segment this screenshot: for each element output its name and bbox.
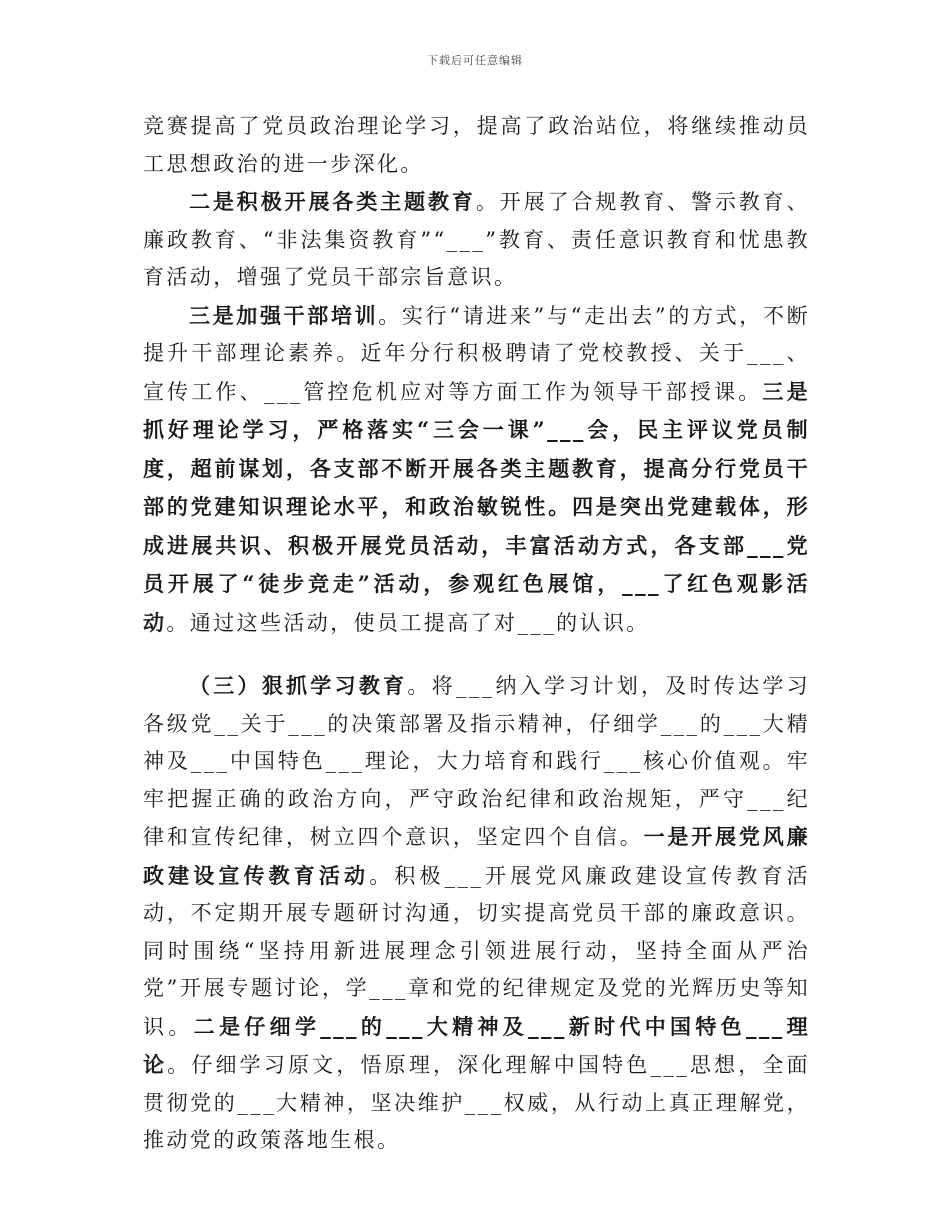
paragraph-heading: 二是积极开展各类主题教育 <box>189 189 476 214</box>
section-heading: （三）狠抓学习教育 <box>189 673 408 698</box>
paragraph-study-education <box>143 667 810 1160</box>
paragraph-text: 。将___纳入学习计划，及时传达学习各级党__关于___的决策部署及指示精神，仔细学___的___大精神及___中国特色___理论，大力培育和践行___核心价值观。牢牢把握正确的政治方向，严守政治纪律和政治规矩，严守___纪律和宣传纪律，树立四个意识，坚定四个自信。 <box>143 674 810 849</box>
document-body <box>143 108 810 1160</box>
paragraph-text: 。积极___开展党风廉政建设宣传教育活动，不定期开展专题研讨沟通，切实提高党员干部的廉政意识。同时围绕“坚持用新进展理念引领进展行动，坚持全面从严治党”开展专题讨论，学___章和党的纪律规定及党的光辉历史等知识。 <box>143 863 810 1039</box>
paragraph-cadre-training <box>143 297 810 643</box>
paragraph-text: 。开展了合规教育、警示教育、廉政教育、“非法集资教育”“___”教育、责任意识教育和忧患教育活动，增强了党员干部宗旨意识。 <box>143 190 810 289</box>
paragraph-bold-text: 三是抓好理论学习，严格落实“三会一课”___会，民主评议党员制度，超前谋划，各支部不断开展各类主题教育，提高分行党员干部的党建知识理论水平，和政治敏锐性。四是突出党建载体，形成进展共识、积极开展党员活动，丰富活动方式，各支部___党员开展了“徒步竞走”活动，参观红色展馆，___了红色观影活动 <box>143 378 810 635</box>
paragraph-text: 竞赛提高了党员政治理论学习，提高了政治站位，将继续推动员工思想政治的进一步深化。 <box>143 114 810 176</box>
paragraph-bold-text: 一是开展党风廉政建设宣传教育活动 <box>143 824 810 888</box>
paragraph-heading: 三是加强干部培训 <box>189 302 379 328</box>
paragraph-bold-text: 二是仔细学___的___大精神及___新时代中国特色___理论 <box>143 1013 810 1077</box>
paragraph-text: 。仔细学习原文，悟原理，深化理解中国特色___思想，全面贯彻党的___大精神，坚决维护___权威，从行动上真正理解党，推动党的政策落地生根。 <box>143 1053 810 1152</box>
paragraph-continuation <box>143 108 810 183</box>
page-header: 下载后可任意编辑 <box>427 54 523 67</box>
paragraph-text: 。通过这些活动，使员工提高了对___的认识。 <box>166 610 650 635</box>
paragraph-gap <box>143 642 810 667</box>
paragraph-theme-education <box>143 183 810 297</box>
paragraph-text: 。实行“请进来”与“走出去”的方式，不断提升干部理论素养。近年分行积极聘请了党校教授、关于___、宣传工作、___管控危机应对等方面工作为领导干部授课。 <box>143 303 810 404</box>
